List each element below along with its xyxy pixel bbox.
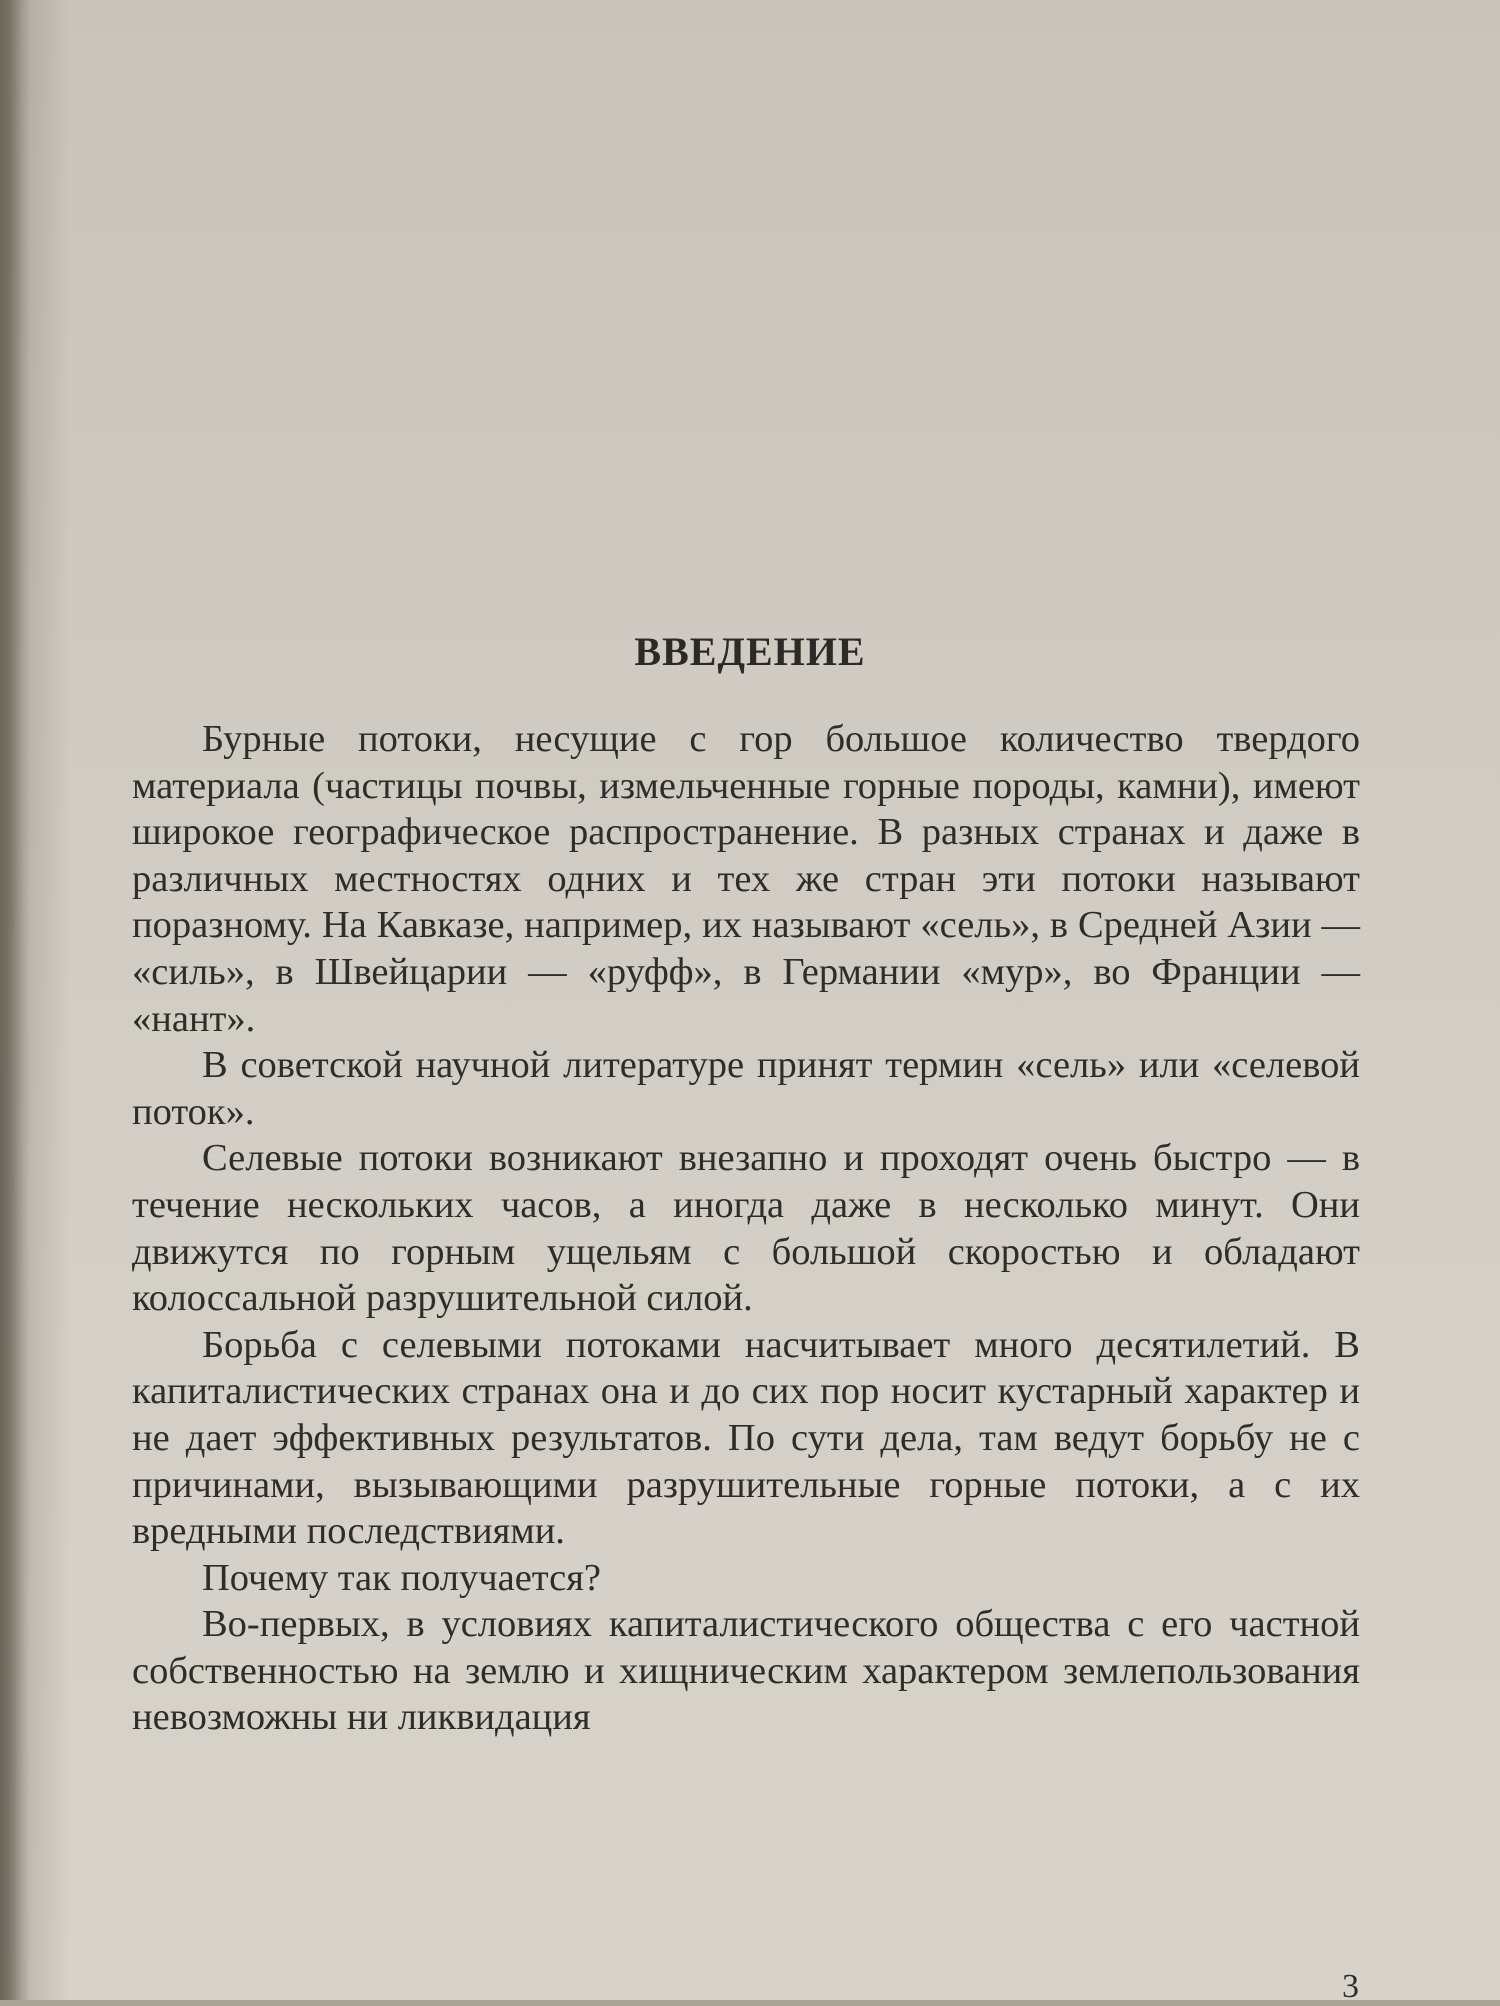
chapter-heading: ВВЕДЕНИЕ	[634, 629, 866, 674]
page-number: 3	[1342, 1968, 1359, 2005]
paragraph-5: Почему так получается?	[202, 1556, 601, 1599]
paragraph-4: Борьба с селевыми потоками насчитывает много десятилетий. В капиталистических странах она и до сих пор носит кустарный характер и не дает эффективных результатов. По сути дела, там ведут борьбу не с причинами, вызывающими разрушительные горные потоки, а с их вредными последствиями.	[132, 1323, 1360, 1553]
paragraph-6: Во-первых, в условиях капиталистического общества с его частной собственностью на землю и хищническим характером землепользования невозможны ни ликвидация	[132, 1603, 1360, 1739]
paragraph-1: Бурные потоки, несущие с гор большое количество твердого материала (частицы почвы, измельченные горные породы, камни), имеют широкое географическое распространение. В разных странах и даже в различных местностях одних и тех же стран эти потоки называют поразному. На Кавказе, например, их называют «сель», в Средней Азии — «силь», в Швейцарии — «руфф», в Германии «мур», во Франции — «нант».	[132, 718, 1360, 1040]
binding-shadow	[0, 0, 30, 2000]
body-text	[132, 716, 1360, 1741]
paragraph-2: В советской научной литературе принят термин «сель» или «селевой поток».	[132, 1044, 1360, 1133]
paragraph-3: Селевые потоки возникают внезапно и проходят очень быстро — в течение нескольких часов, а иногда даже в несколько минут. Они движутся по горным ущельям с большой скоростью и обладают колоссальной разрушительной силой.	[132, 1137, 1360, 1320]
